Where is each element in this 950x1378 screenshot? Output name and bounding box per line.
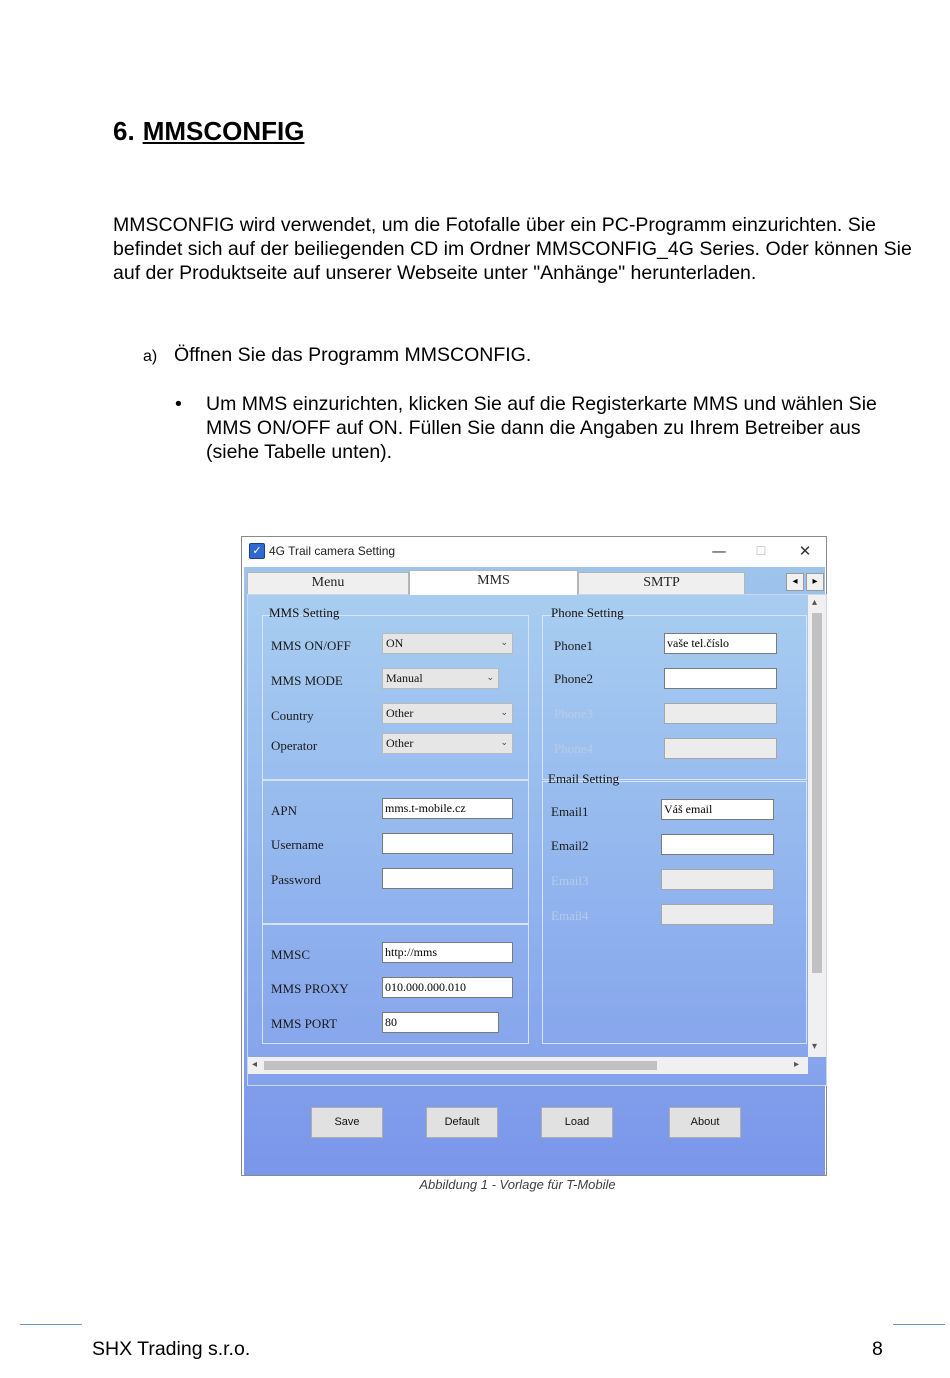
title-bar [242, 537, 826, 567]
operator-value: Other [386, 736, 414, 750]
app-icon: ✓ [249, 543, 265, 559]
footer-rule-left [20, 1324, 82, 1325]
password-input[interactable] [382, 868, 513, 889]
password-label: Password [271, 872, 321, 887]
email2-label: Email2 [551, 838, 589, 853]
minimize-icon[interactable]: — [711, 542, 727, 560]
email3-label: Email3 [551, 873, 589, 888]
step-a [143, 344, 531, 367]
tab-menu[interactable]: Menu [247, 572, 409, 594]
scroll-left-icon[interactable]: ◂ [252, 1059, 258, 1070]
email1-input[interactable]: Váš email [661, 799, 774, 820]
app-window [241, 536, 827, 1176]
country-select[interactable] [382, 703, 513, 724]
vertical-scroll-thumb[interactable] [812, 613, 822, 973]
mms-onoff-value: ON [386, 636, 404, 650]
step-a-marker: a) [143, 348, 158, 365]
phone3-input [664, 703, 777, 724]
phone1-label: Phone1 [554, 638, 593, 653]
section-heading [113, 116, 304, 147]
phone4-label: Phone4 [554, 741, 593, 756]
load-button[interactable]: Load [541, 1107, 613, 1138]
chevron-down-icon: ⌄ [500, 638, 508, 648]
mms-onoff-label: MMS ON/OFF [271, 638, 351, 653]
section-title: MMSCONFIG [142, 116, 305, 146]
mmsc-input[interactable]: http://mms [382, 942, 513, 963]
footer-company: SHX Trading s.r.o. [92, 1338, 251, 1360]
scroll-down-icon[interactable]: ▾ [812, 1041, 818, 1052]
tab-strip [247, 570, 827, 594]
apn-input[interactable]: mms.t-mobile.cz [382, 798, 513, 819]
phone-setting-title: Phone Setting [551, 605, 624, 620]
mms-mode-label: MMS MODE [271, 673, 343, 688]
tab-smtp[interactable]: SMTP [578, 572, 745, 594]
email3-input [661, 869, 774, 890]
mms-port-label: MMS PORT [271, 1016, 338, 1031]
mms-proxy-label: MMS PROXY [271, 981, 349, 996]
mms-port-input[interactable]: 80 [382, 1012, 499, 1033]
phone1-input[interactable]: vaše tel.číslo [664, 633, 777, 654]
bullet-symbol: • [175, 393, 182, 415]
horizontal-scrollbar[interactable] [248, 1057, 808, 1074]
mms-setting-title: MMS Setting [269, 605, 340, 620]
phone4-input [664, 738, 777, 759]
phone3-label: Phone3 [554, 706, 593, 721]
username-label: Username [271, 837, 324, 852]
step-a-text: Öffnen Sie das Programm MMSCONFIG. [174, 344, 532, 366]
chevron-down-icon: ⌄ [500, 738, 508, 748]
mms-tab-panel [247, 594, 827, 1086]
chevron-down-icon: ⌄ [500, 708, 508, 718]
maximize-icon[interactable]: ☐ [755, 544, 767, 558]
phone2-label: Phone2 [554, 671, 593, 686]
scroll-up-icon[interactable]: ▴ [812, 597, 818, 608]
save-button[interactable]: Save [311, 1107, 383, 1138]
email-setting-title: Email Setting [548, 771, 620, 786]
chevron-down-icon: ⌄ [486, 673, 494, 683]
bullet-text: Um MMS einzurichten, klicken Sie auf die Registerkarte MMS und wählen Sie MMS ON/OFF auf ON. Füllen Sie dann die Angaben zu Ihrem Betreiber aus (siehe Tabelle unten). [206, 393, 877, 463]
mms-onoff-select[interactable] [382, 633, 513, 654]
mms-mode-select[interactable] [382, 668, 499, 689]
footer-rule-right [893, 1324, 945, 1325]
section-number: 6. [113, 116, 135, 146]
about-button[interactable]: About [669, 1107, 741, 1138]
email2-input[interactable] [661, 834, 774, 855]
email4-label: Email4 [551, 908, 589, 923]
email1-label: Email1 [551, 804, 589, 819]
vertical-scrollbar[interactable] [808, 595, 826, 1057]
page-number: 8 [872, 1338, 883, 1360]
mms-mode-value: Manual [386, 671, 423, 685]
operator-select[interactable] [382, 733, 513, 754]
scroll-right-icon[interactable]: ▸ [794, 1059, 800, 1070]
horizontal-scroll-thumb[interactable] [264, 1061, 657, 1070]
mmsc-label: MMSC [271, 947, 311, 962]
country-label: Country [271, 708, 314, 723]
intro-paragraph: MMSCONFIG wird verwendet, um die Fotofalle über ein PC-Programm einzurichten. Sie befindet sich auf der beiliegenden CD im Ordner MMSCONFIG_4G Series. Oder können Sie auf der Produktseite auf unserer Webseite unter "Anhänge" herunterladen. [113, 214, 912, 284]
default-button[interactable]: Default [426, 1107, 498, 1138]
window-client [244, 567, 825, 1175]
operator-label: Operator [271, 738, 318, 753]
country-value: Other [386, 706, 414, 720]
figure-caption: Abbildung 1 - Vorlage für T-Mobile [419, 1177, 616, 1192]
mms-proxy-input[interactable]: 010.000.000.010 [382, 977, 513, 998]
apn-label: APN [271, 803, 298, 818]
username-input[interactable] [382, 833, 513, 854]
tab-scroll-left-icon[interactable]: ◂ [786, 573, 804, 591]
tab-mms[interactable]: MMS [409, 570, 578, 595]
window-title: 4G Trail camera Setting [269, 544, 396, 558]
phone2-input[interactable] [664, 668, 777, 689]
close-icon[interactable]: ✕ [798, 542, 812, 560]
tab-scroll-right-icon[interactable]: ▸ [806, 573, 824, 591]
email4-input [661, 904, 774, 925]
